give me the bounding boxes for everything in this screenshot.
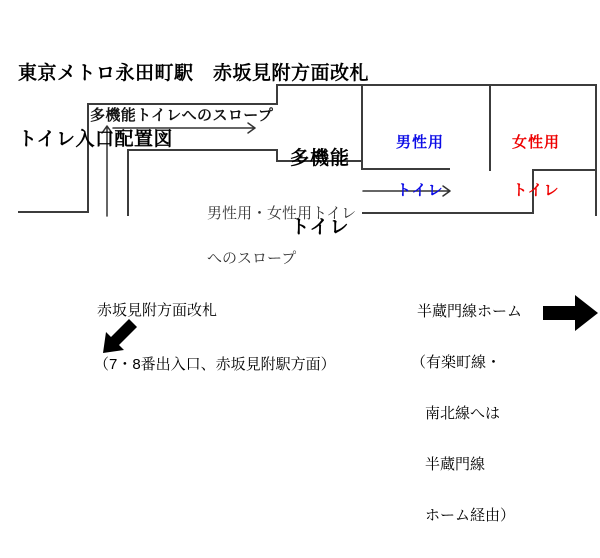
platform-label-line3: 南北線へは [425,405,501,422]
womens-toilet-label-line1: 女性用 [511,134,560,151]
multi-function-toilet-label-line2: トイレ [290,217,350,238]
platform-direction-right-arrow-icon [543,295,598,331]
platform-label-line4: 半蔵門線 [425,456,486,473]
womens-toilet-label-line2: トイレ [512,182,560,199]
multi-function-slope-label: 多機能トイレへのスロープ [90,107,274,124]
womens-toilet-room-label [501,103,571,231]
platform-label-line2: （有楽町線・ [411,354,502,371]
platform-label-line1: 半蔵門線ホーム [417,303,523,320]
mens-toilet-room-label [385,103,455,231]
page-title-line1: 東京メトロ永田町駅 赤坂見附方面改札 [18,63,370,84]
platform-label-line5: ホーム経由） [425,507,516,524]
mens-womens-slope-label-line2: へのスロープ [207,250,297,267]
mens-toilet-label-line2: トイレ [396,182,444,199]
akasaka-mitsuke-gate-label [94,266,336,410]
hanzomon-platform-label [411,269,522,558]
gate-label-line2: （7・8番出入口、赤坂見附駅方面） [94,356,336,373]
mens-womens-slope-label-line1: 男性用・女性用トイレ [207,205,357,222]
gate-label-line1: 赤坂見附方面改札 [97,302,218,319]
page-title-line2: トイレ入口配置図 [18,129,174,150]
mens-toilet-label-line1: 男性用 [395,134,444,151]
multi-function-toilet-label-line1: 多機能 [289,148,350,169]
